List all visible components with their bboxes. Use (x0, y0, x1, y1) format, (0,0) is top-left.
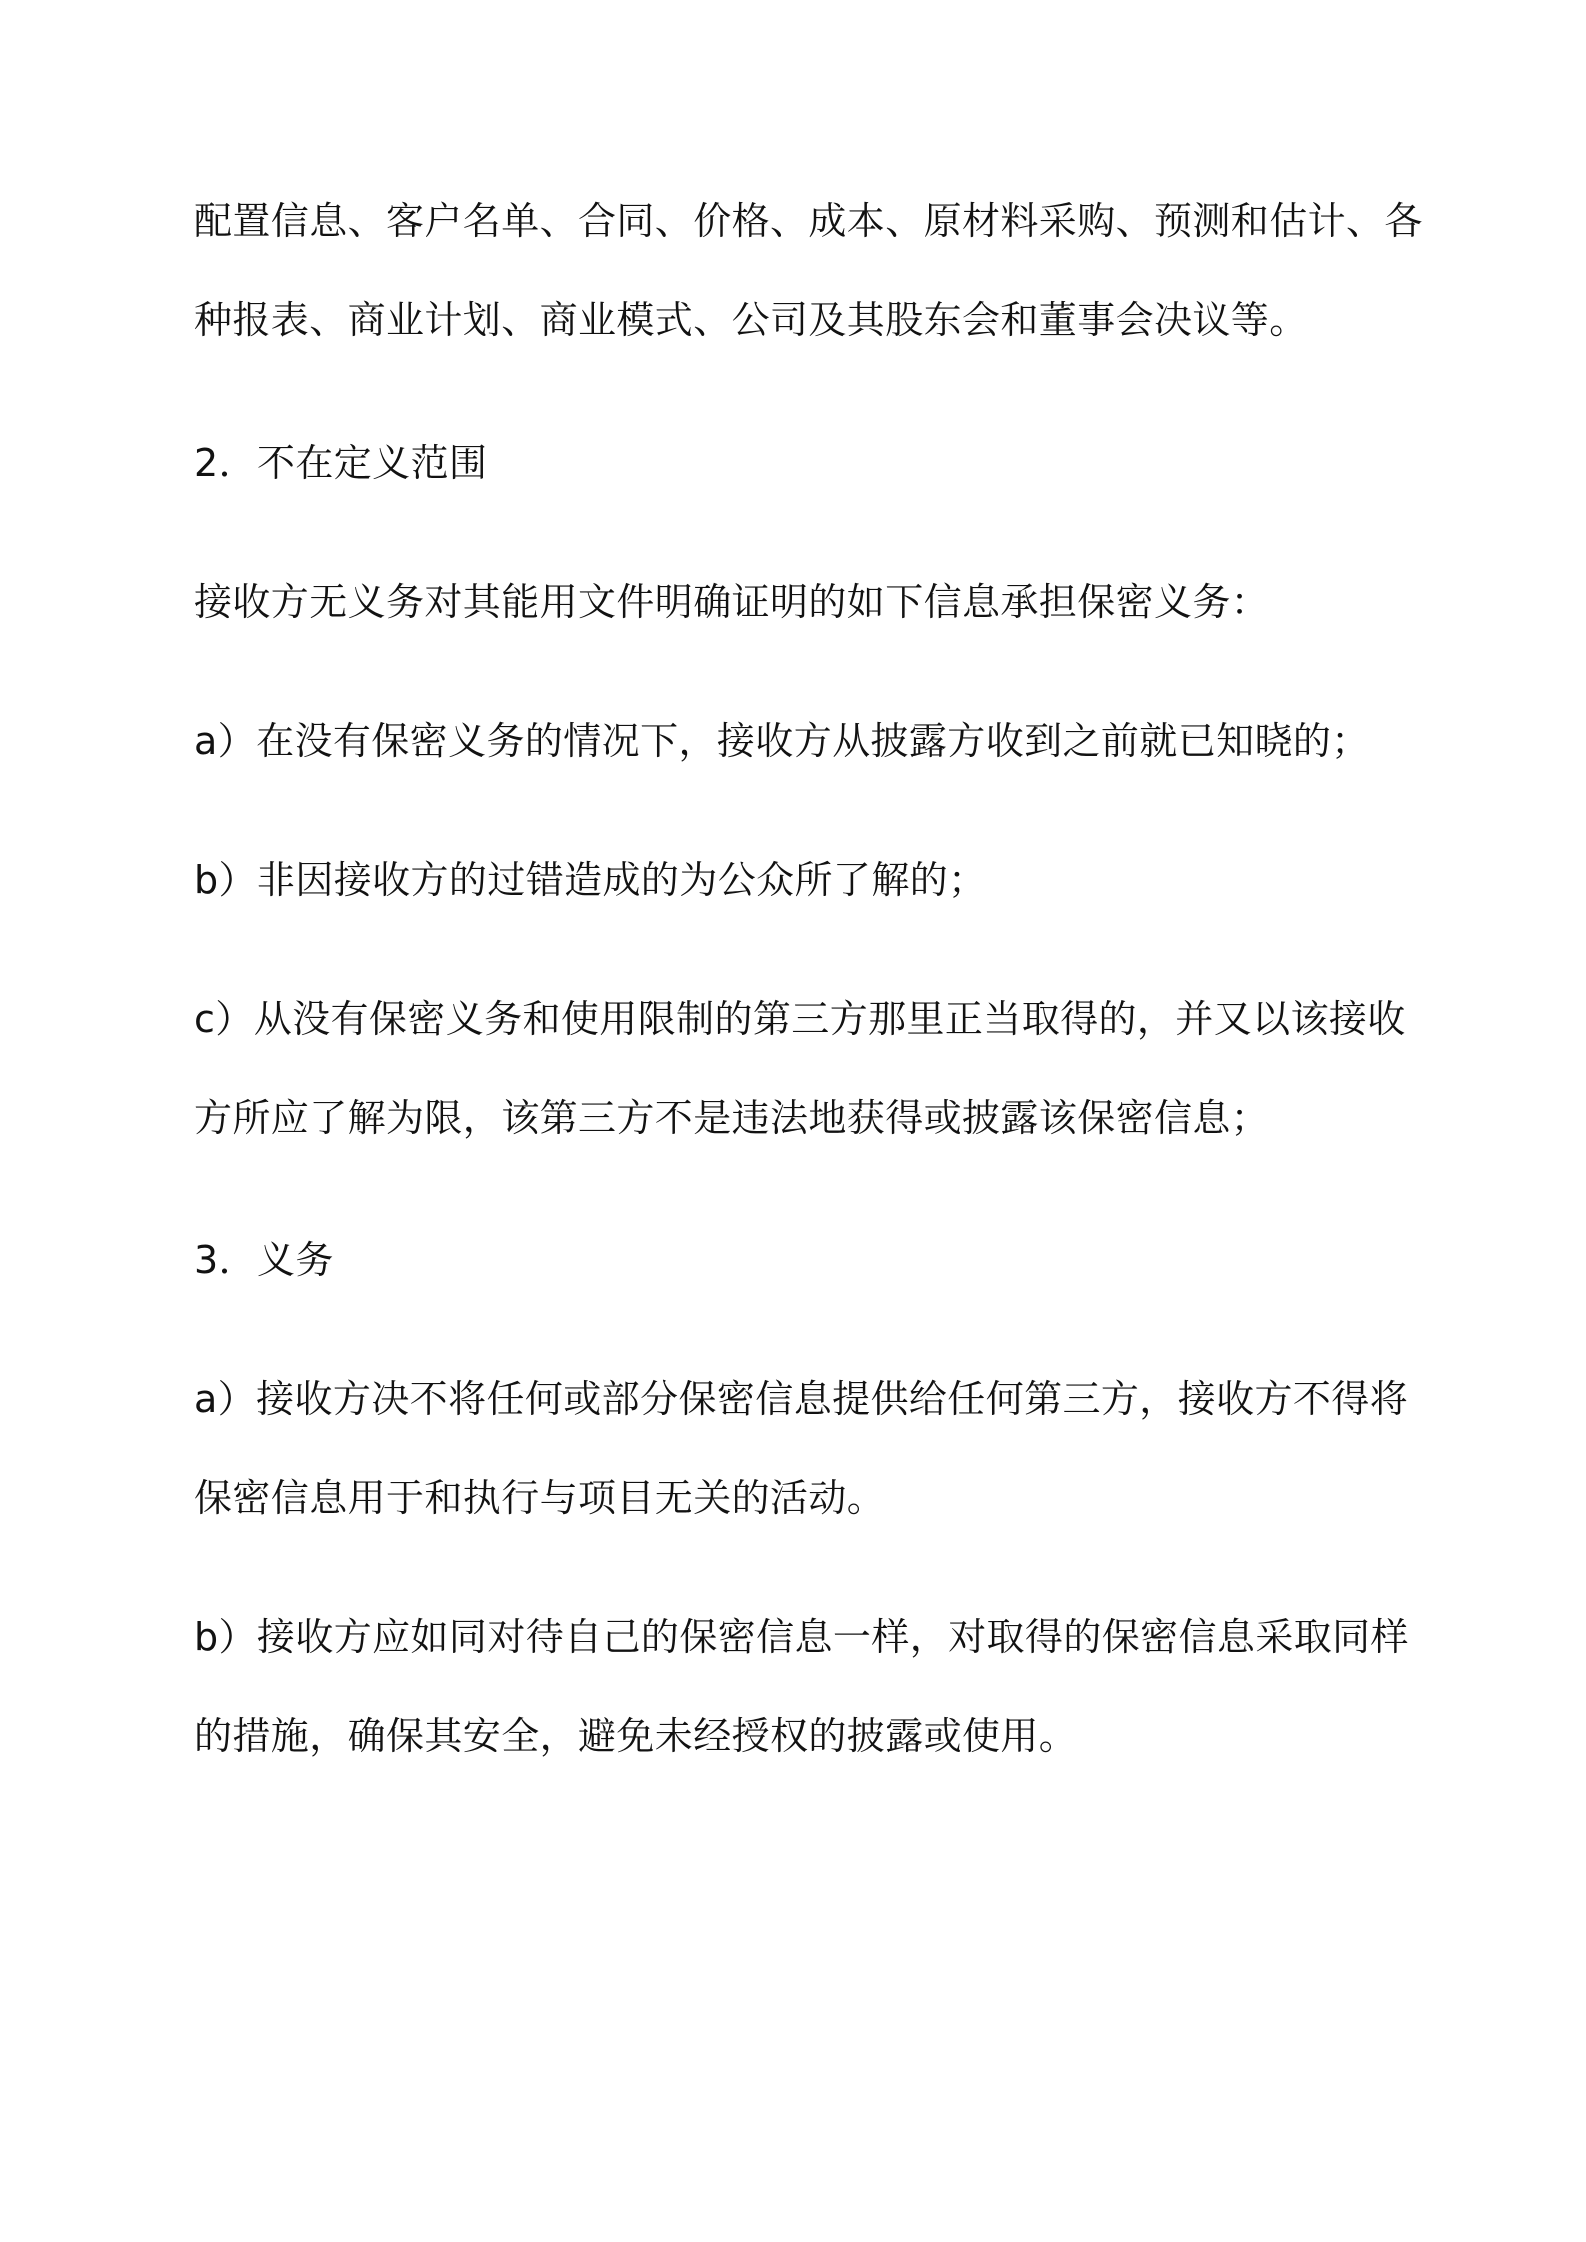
list-item-3a-line-1: a）接收方决不将任何或部分保密信息提供给任何第三方，接收方不得将 (194, 1377, 1409, 1421)
list-item-3a-line-2: 保密信息用于和执行与项目无关的活动。 (194, 1476, 886, 1520)
paragraph-definition-line-2: 种报表、商业计划、商业模式、公司及其股东会和董事会决议等。 (194, 298, 1308, 342)
list-item-3b-line-2: 的措施，确保其安全，避免未经授权的披露或使用。 (194, 1714, 1078, 1758)
list-item-2b: b）非因接收方的过错造成的为公众所了解的； (194, 858, 987, 902)
list-item-2c-line-2: 方所应了解为限，该第三方不是违法地获得或披露该保密信息； (194, 1096, 1270, 1140)
list-item-2c-line-1: c）从没有保密义务和使用限制的第三方那里正当取得的，并又以该接收 (194, 997, 1406, 1041)
paragraph-definition-line-1: 配置信息、客户名单、合同、价格、成本、原材料采购、预测和估计、各 (194, 199, 1423, 243)
paragraph-exclusion-intro: 接收方无义务对其能用文件明确证明的如下信息承担保密义务： (194, 580, 1270, 624)
list-item-3b-line-1: b）接收方应如同对待自己的保密信息一样，对取得的保密信息采取同样 (194, 1615, 1409, 1659)
section-heading-3: 3．义务 (194, 1238, 334, 1282)
section-heading-2: 2．不在定义范围 (194, 441, 488, 485)
list-item-2a: a）在没有保密义务的情况下，接收方从披露方收到之前就已知晓的； (194, 719, 1370, 763)
